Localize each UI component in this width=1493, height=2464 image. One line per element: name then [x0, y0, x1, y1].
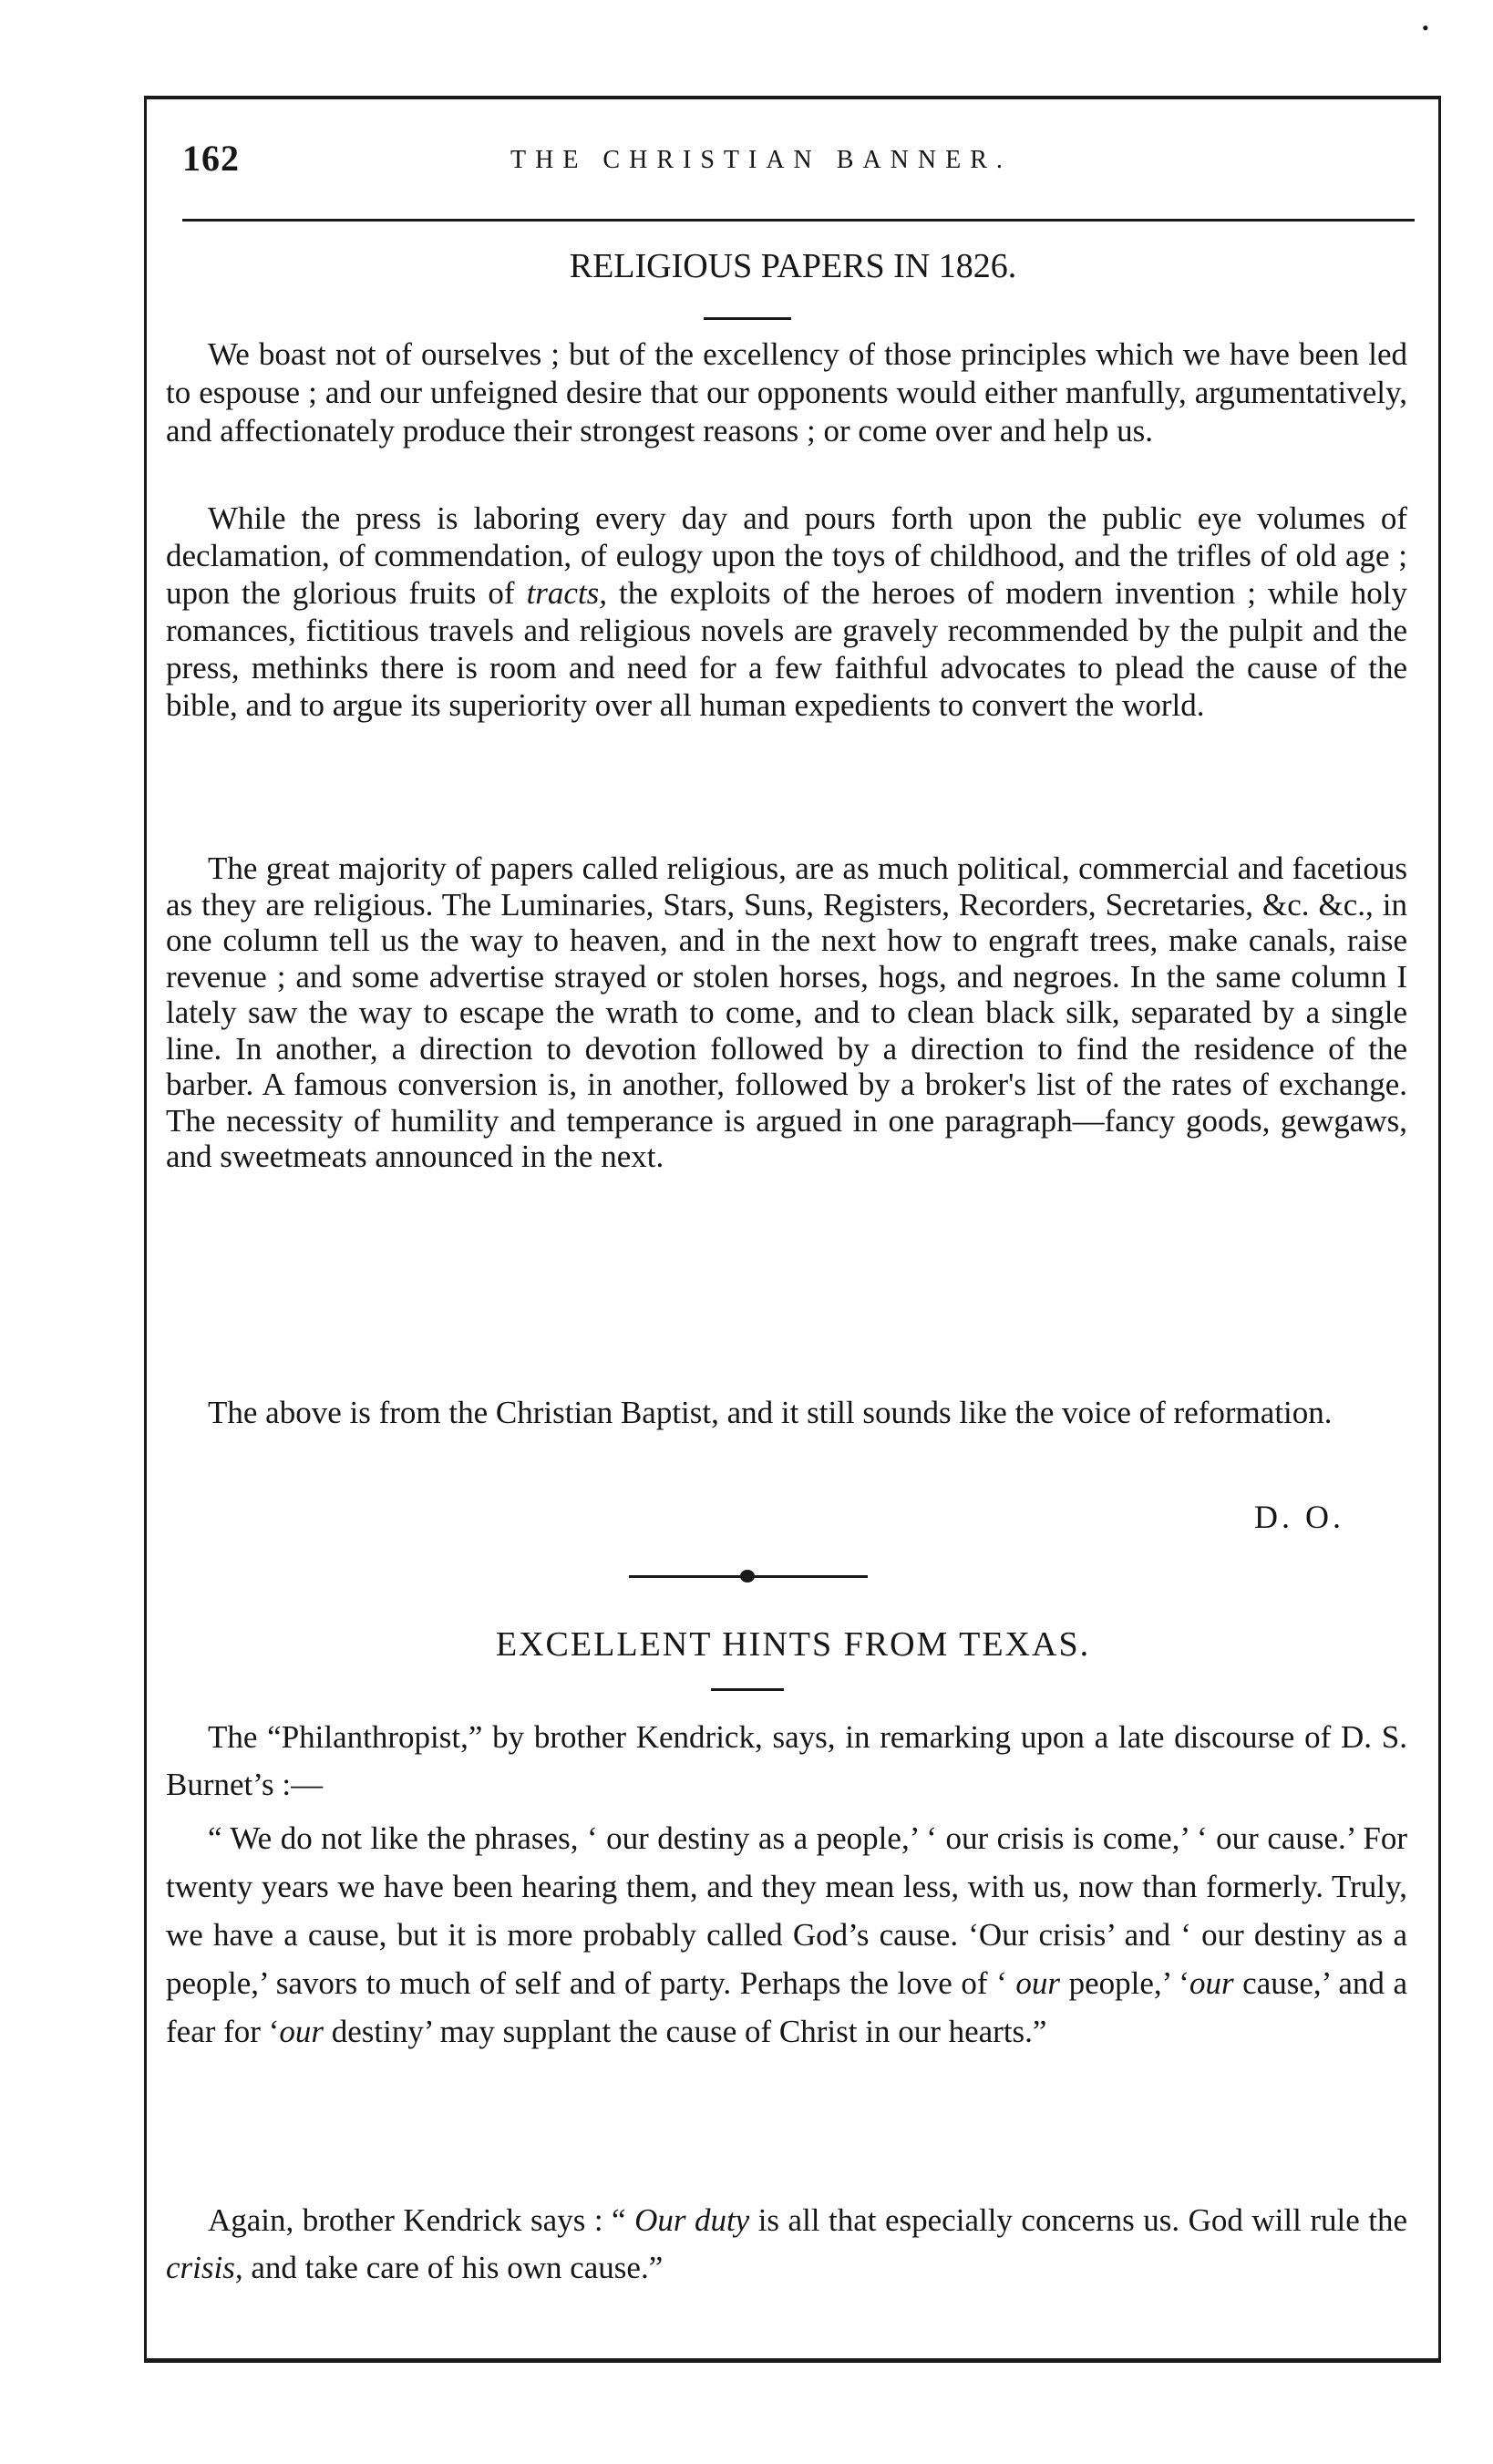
italic-text: our [279, 2014, 324, 2049]
text-run: the exploits of the heroes of modern invention ; while holy romances, fictitious travels and religious novels are gravely recommended by the pulpit and the press, methinks there is room and need for a few faithful advocates to plead the cause of the bible, and to argue its superiority over all human expedients to convert the world. [166, 575, 1407, 723]
title-rule [704, 317, 791, 320]
text-run: “ We do not like the phrases, ‘ our destiny as a people,’ ‘ our crisis is come,’ ‘ our cause.’ For twenty years we have been hearing them, and they mean less, with us, now than formerly. Truly, we have a cause, but it is more probably called God’s cause. ‘Our crisis’ and ‘ our destiny as a people,’ savors to much of self and of party. Perhaps the love of ‘ [166, 1820, 1407, 2001]
italic-text: crisis, [166, 2250, 243, 2285]
italic-text: our [1189, 1965, 1234, 2001]
article1-paragraph-1: We boast not of ourselves ; but of the excellency of those principles which we have been led to espouse ; and our unfeigned desire that our opponents would either manfully, argumentatively, and affectionately produce their strongest reasons ; or come over and help us. [166, 336, 1407, 448]
text-run: cause,’ and a fear for ‘ [166, 1965, 1407, 2049]
text-run: is all that especially concerns us. God will rule the [749, 2202, 1408, 2238]
article1-paragraph-2 [166, 500, 1407, 724]
text-run: and take care of his own cause.” [242, 2250, 664, 2285]
article1-paragraph-3: The great majority of papers called religious, are as much political, commercial and facetious as they are religious. The Luminaries, Stars, Suns, Registers, Recorders, Secretaries, &c. &c., in one column tell us the way to heaven, and in the next how to engraft trees, make canals, raise revenue ; and some advertise strayed or stolen horses, hogs, and negroes. In the same column I lately saw the way to escape the wrath to come, and to clean black silk, separated by a single line. In another, a direction to devotion followed by a direction to find the residence of the barber. A famous conversion is, in another, followed by a broker's list of the rates of exchange. The necessity of humility and temperance is argued in one paragraph—fancy goods, gewgaws, and sweetmeats announced in the next. [166, 851, 1407, 1174]
italic-text: tracts, [526, 575, 608, 611]
article2-paragraph-1: The “Philanthropist,” by brother Kendrick, says, in remarking upon a late discourse of D. S. Burnet’s :— [166, 1719, 1407, 1802]
page-number: 162 [182, 138, 240, 179]
article2-quote-paragraph [166, 1814, 1407, 2056]
text-run: While the press is laboring every day and pours forth upon the public eye volumes of declamation, of commendation, of eulogy upon the toys of childhood, and the trifles of old age ; upon the glorious fruits of [166, 500, 1407, 611]
italic-text: Our duty [634, 2202, 750, 2238]
running-head [182, 137, 1415, 182]
text-run: destiny’ may supplant the cause of Christ in our hearts.” [323, 2014, 1047, 2049]
journal-title: THE CHRISTIAN BANNER. [510, 146, 1012, 174]
ornament-dot [740, 1570, 755, 1583]
section-divider-ornament [629, 1570, 868, 1583]
text-run: people,’ ‘ [1059, 1965, 1189, 2001]
header-rule [182, 219, 1415, 222]
italic-text: our [1015, 1965, 1060, 2001]
text-run: Again, brother Kendrick says : “ [208, 2202, 635, 2238]
article-title-excellent-hints: EXCELLENT HINTS FROM TEXAS. [495, 1625, 1091, 1664]
article1-paragraph-4: The above is from the Christian Baptist, and it still sounds like the voice of reformation. [208, 1395, 1333, 1430]
author-signature: D. O. [1254, 1499, 1344, 1535]
article2-paragraph-3 [166, 2197, 1407, 2292]
page-mark: • [1422, 16, 1429, 39]
title-rule [711, 1688, 784, 1691]
article-title-religious-papers: RELIGIOUS PAPERS IN 1826. [569, 247, 1017, 285]
